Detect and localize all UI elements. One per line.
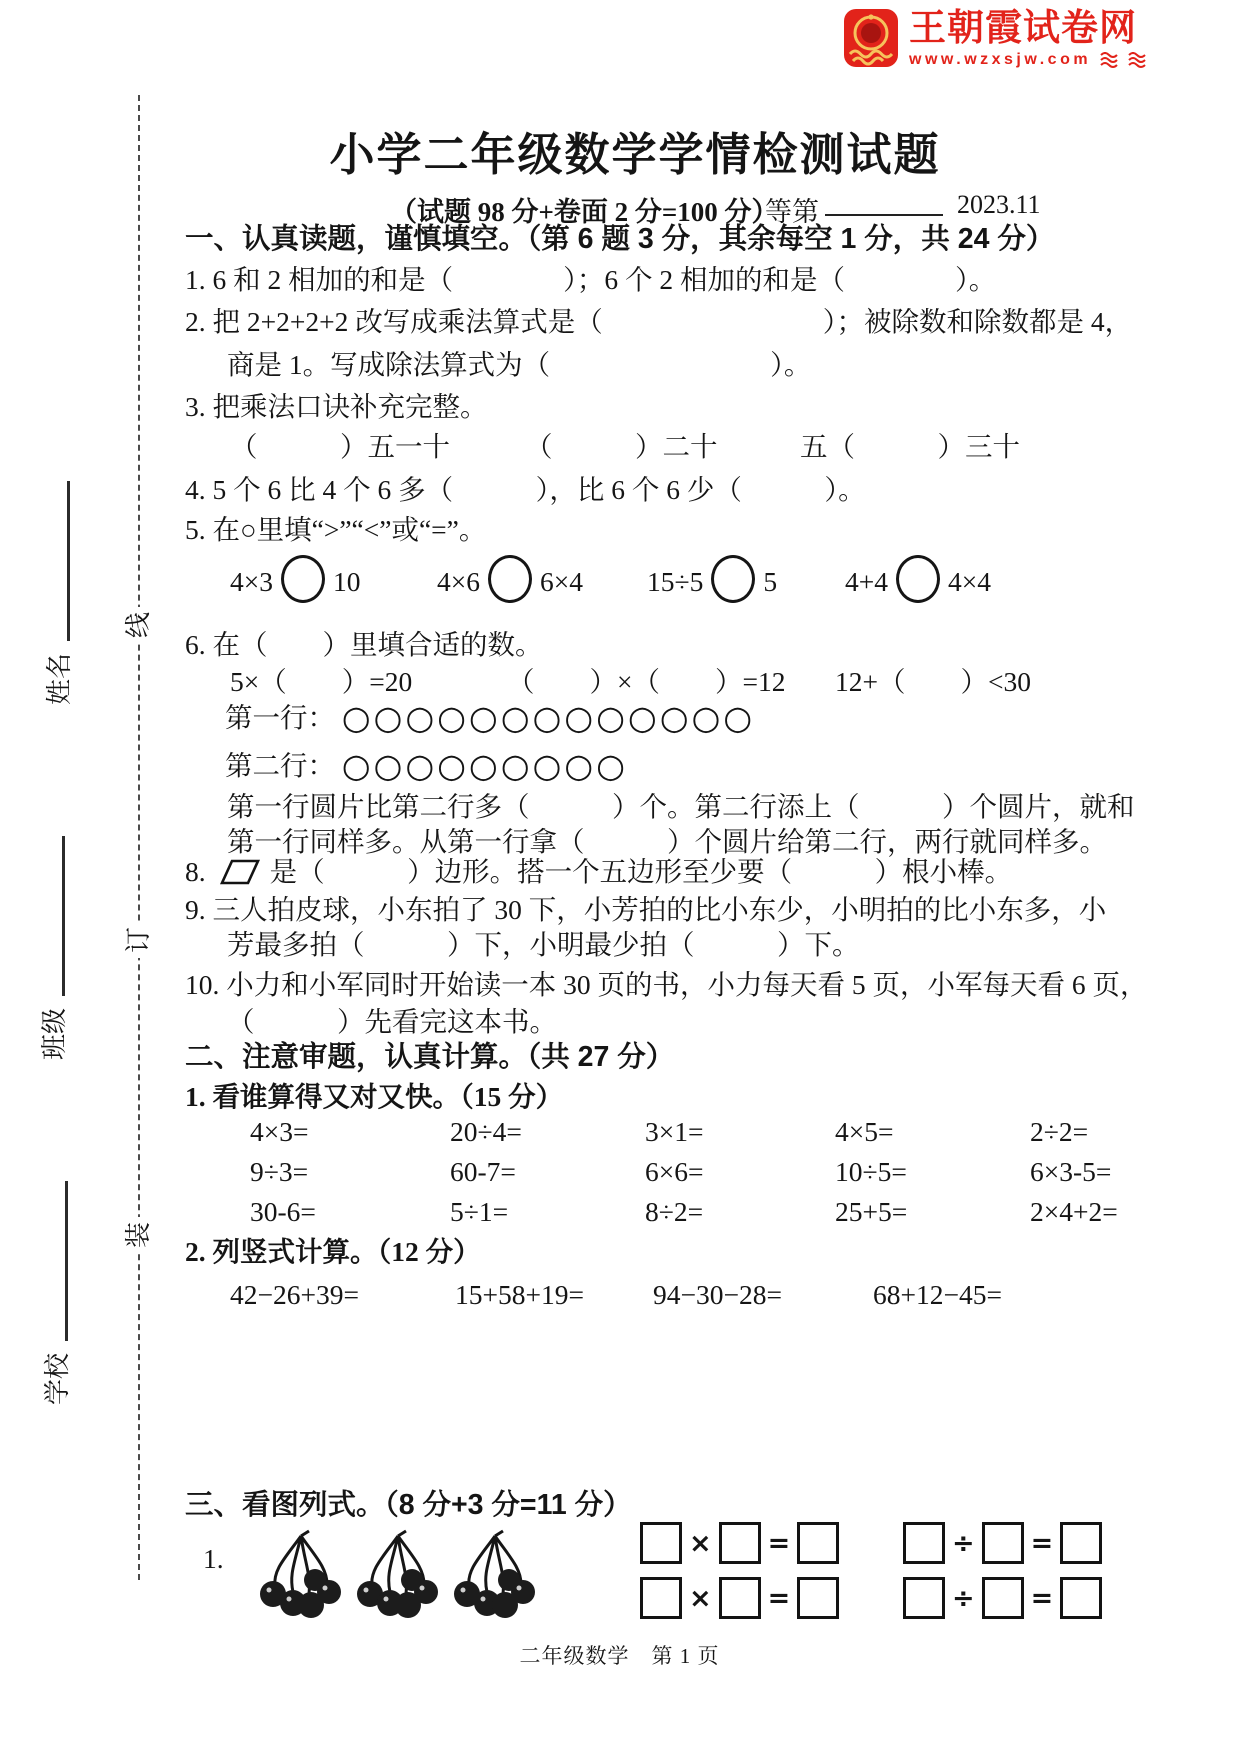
multiplication-equation-group (640, 1522, 839, 1619)
answer-box (640, 1577, 682, 1619)
brand-logo (843, 8, 1157, 72)
brand-name: 王朝霞试卷网 (909, 7, 1137, 48)
class-field (36, 800, 68, 1060)
calc-cell: 5÷1= (450, 1196, 509, 1227)
multiplication-rhyme-item: 五（ ）三十 (800, 431, 1020, 462)
divide-operator: ÷ (952, 1582, 975, 1614)
comparison-left: 15÷5 (647, 566, 704, 597)
calc-cell: 8÷2= (645, 1196, 704, 1227)
answer-box (1060, 1577, 1102, 1619)
fill-number-item: （ ）×（ ）=12 (507, 666, 786, 697)
divide-operator: ÷ (952, 1527, 975, 1559)
question-2-line1: 2. 把 2+2+2+2 改写成乘法算式是（ ）；被除数和除数都是 4， (185, 306, 1133, 337)
vertical-calc-item: 42−26+39= (230, 1279, 360, 1310)
answer-box (982, 1522, 1024, 1564)
cherry-bunch-illustration (350, 1528, 446, 1628)
page-footer: 二年级数学 第 1 页 (519, 1644, 720, 1668)
fold-label-mount: 装 (121, 1217, 157, 1253)
equation-row (640, 1577, 839, 1619)
calc-cell: 4×5= (835, 1116, 894, 1147)
question-1: 1. 6 和 2 相加的和是（ ）；6 个 2 相加的和是（ ）。 (185, 264, 997, 295)
answer-box (903, 1577, 945, 1619)
calc-cell: 9÷3= (250, 1156, 309, 1187)
cherry-bunch-illustration (447, 1528, 543, 1628)
grade-label: 等第 (765, 197, 819, 227)
question-7-row2 (185, 745, 628, 786)
vertical-calc-item: 68+12−45= (873, 1279, 1003, 1310)
calc-cell: 4×3= (250, 1116, 309, 1147)
exam-subtitle: （试题 98 分+卷面 2 分=100 分） (390, 197, 779, 227)
section2-heading: 二、注意审题，认真计算。（共 27 分） (185, 1041, 675, 1073)
question-5: 5. 在○里填“>”“<”或“=”。 (185, 514, 487, 545)
calc-cell: 60-7= (450, 1156, 516, 1187)
question-9-line2: 芳最多拍（ ）下，小明最少拍（ ）下。 (227, 929, 860, 960)
calc-cell: 25+5= (835, 1196, 908, 1227)
equals-sign: = (1030, 1582, 1054, 1614)
calc-cell: 6×6= (645, 1156, 704, 1187)
class-blank-line (40, 836, 65, 996)
calc-cell: 30-6= (250, 1196, 316, 1227)
comparison-item (647, 555, 777, 603)
calc-cell: 20÷4= (450, 1116, 522, 1147)
section1-heading: 一、认真读题，谨慎填空。（第 6 题 3 分，其余每空 1 分，共 24 分） (185, 223, 1055, 255)
wave-decoration-icon (1099, 52, 1157, 68)
comparison-left: 4+4 (845, 566, 889, 597)
equals-sign: = (1030, 1527, 1054, 1559)
brand-logo-icon (843, 8, 899, 72)
section2-sub1: 1. 看谁算得又对又快。（15 分） (185, 1081, 564, 1112)
comparison-right: 6×4 (540, 566, 584, 597)
multiply-operator: × (689, 1582, 712, 1614)
comparison-left: 4×6 (437, 566, 481, 597)
comparison-item (437, 555, 583, 603)
comparison-item (845, 555, 991, 603)
question-7-line1: 第一行圆片比第二行多（ ）个。第二行添上（ ）个圆片，就和 (227, 791, 1135, 822)
row1-label: 第一行： (225, 702, 335, 733)
fold-label-staple: 订 (121, 922, 157, 958)
question-8-text: 是（ ）边形。搭一个五边形至少要（ ）根小棒。 (269, 856, 1013, 887)
question-7-row1 (185, 697, 755, 738)
parallelogram-icon (214, 858, 262, 886)
question-10-line2: （ ）先看完这本书。 (227, 1006, 557, 1037)
answer-box (640, 1522, 682, 1564)
equals-sign: = (767, 1527, 791, 1559)
comparison-right: 10 (333, 566, 361, 597)
equation-row (903, 1577, 1102, 1619)
section3-item-number: 1. (203, 1543, 224, 1574)
question-10-line1: 10. 小力和小军同时开始读一本 30 页的书，小力每天看 5 页，小军每天看 6 页， (185, 969, 1148, 1000)
question-8 (185, 855, 1012, 889)
row1-counters: ○○○○○○○○○○○○○ (341, 698, 756, 737)
comparison-right: 4×4 (948, 566, 992, 597)
name-blank-line (45, 481, 70, 641)
answer-box (797, 1577, 839, 1619)
vertical-calc-item: 15+58+19= (455, 1279, 585, 1310)
multiply-operator: × (689, 1527, 712, 1559)
row2-counters: ○○○○○○○○○ (341, 746, 629, 785)
brand-url-row (909, 51, 1157, 69)
comparison-right: 5 (763, 566, 778, 597)
binding-dashed-line (138, 95, 140, 1580)
equation-row (640, 1522, 839, 1564)
fill-number-item: 5×（ ）=20 (230, 666, 413, 697)
exam-title: 小学二年级数学学情检测试题 (329, 129, 941, 180)
answer-box (903, 1522, 945, 1564)
class-field-label: 班级 (39, 1007, 69, 1060)
comparison-circle (281, 555, 325, 603)
name-field (41, 445, 73, 705)
exam-subtitle-row (185, 190, 1090, 226)
fold-label-line: 线 (121, 607, 157, 643)
comparison-left: 4×3 (230, 566, 274, 597)
question-9-line1: 9. 三人拍皮球，小东拍了 30 下，小芳拍的比小东少，小明拍的比小东多，小 (185, 894, 1107, 925)
name-field-label: 姓名 (44, 652, 74, 705)
question-4: 4. 5 个 6 比 4 个 6 多（ ），比 6 个 6 少（ ）。 (185, 474, 866, 505)
fill-number-item: 12+（ ）<30 (835, 666, 1032, 697)
section3-heading: 三、看图列式。（8 分+3 分=11 分） (185, 1489, 632, 1521)
comparison-circle (488, 555, 532, 603)
school-field-label: 学校 (42, 1352, 72, 1405)
division-equation-group (903, 1522, 1102, 1619)
grade-blank-line (825, 190, 943, 216)
comparison-item (230, 555, 361, 603)
brand-url: www.wzxsjw.com (909, 50, 1092, 68)
calc-cell: 2÷2= (1030, 1116, 1089, 1147)
answer-box (797, 1522, 839, 1564)
answer-box (719, 1522, 761, 1564)
school-blank-line (43, 1181, 68, 1341)
equals-sign: = (767, 1582, 791, 1614)
row2-label: 第二行： (225, 750, 335, 781)
answer-box (719, 1577, 761, 1619)
exam-date: 2023.11 (957, 190, 1041, 219)
answer-box (1060, 1522, 1102, 1564)
vertical-calc-item: 94−30−28= (653, 1279, 783, 1310)
section2-sub2: 2. 列竖式计算。（12 分） (185, 1236, 481, 1267)
calc-cell: 3×1= (645, 1116, 704, 1147)
comparison-circle (711, 555, 755, 603)
question-8-number: 8. (185, 856, 206, 887)
calc-cell: 10÷5= (835, 1156, 907, 1187)
question-3: 3. 把乘法口诀补充完整。 (185, 391, 488, 422)
comparison-circle (896, 555, 940, 603)
answer-box (982, 1577, 1024, 1619)
multiplication-rhyme-item: （ ）五一十 (230, 431, 450, 462)
equation-row (903, 1522, 1102, 1564)
question-2-line2: 商是 1。写成除法算式为（ ）。 (227, 349, 812, 380)
school-field (39, 1145, 71, 1405)
multiplication-rhyme-item: （ ）二十 (525, 431, 718, 462)
calc-cell: 6×3-5= (1030, 1156, 1112, 1187)
brand-text-block (909, 8, 1157, 69)
calc-cell: 2×4+2= (1030, 1196, 1118, 1227)
cherry-bunch-illustration (253, 1528, 349, 1628)
question-7-line2: 第一行同样多。从第一行拿（ ）个圆片给第二行，两行就同样多。 (227, 826, 1107, 857)
question-6: 6. 在（ ）里填合适的数。 (185, 629, 543, 660)
